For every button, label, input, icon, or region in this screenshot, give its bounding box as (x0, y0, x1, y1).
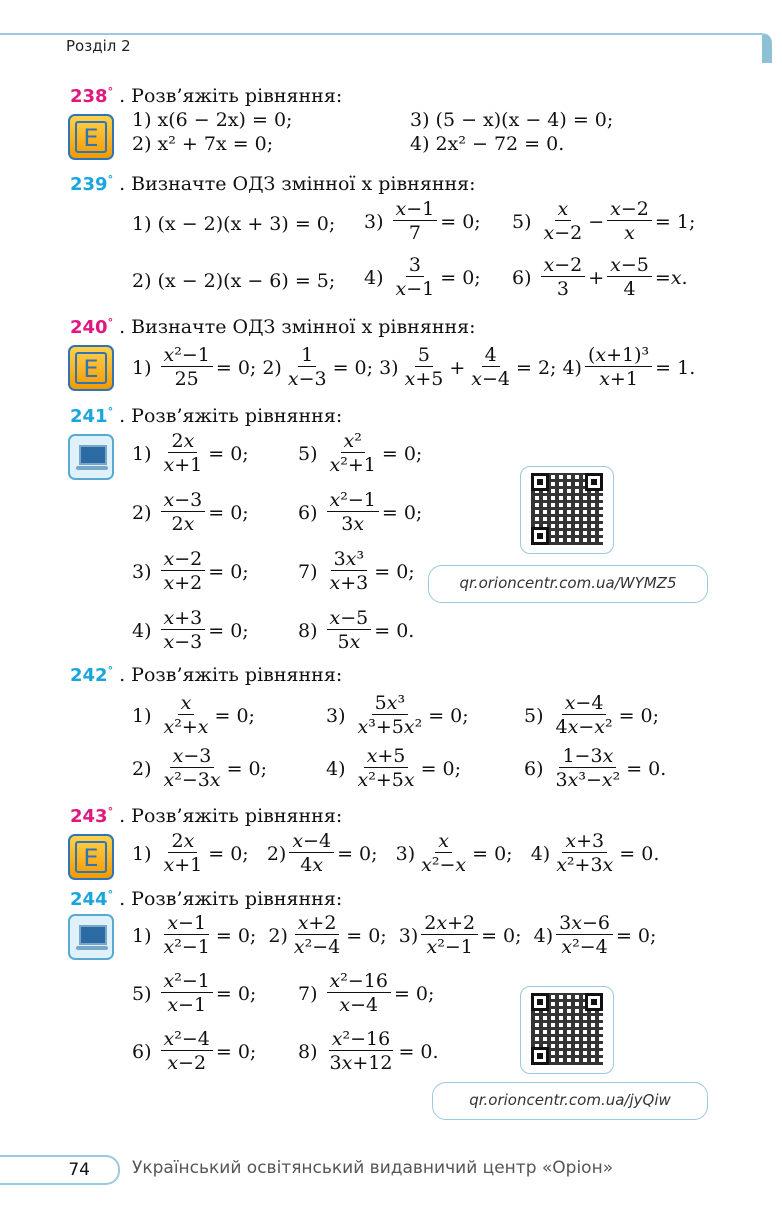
item-239-2: 2) (x − 2)(x − 6) = 5; (132, 270, 336, 292)
item-239-4: 4) $\frac{3}{x-1}$ = 0; (364, 254, 481, 300)
item-241-7: 7) $\frac{\text{3x³}}{x+3}$ = 0; (298, 548, 415, 594)
problem-239 (70, 173, 476, 195)
problem-number: 243° (70, 805, 114, 827)
item-242-3: 3) $\frac{\text{5x³}}{\text{x³+5x²}}$ = 0; (326, 692, 469, 738)
problem-number: 240° (70, 316, 114, 338)
item-239-6: 6) $\frac{x-2}{3}$ + $\frac{x-5}{4}$ = x . (512, 254, 688, 300)
item-238-1: 1) x(6 − 2x) = 0; (132, 109, 293, 131)
problem-238 (70, 85, 342, 107)
qr-code[interactable] (520, 986, 614, 1074)
problem-text: . Визначте ОДЗ змінної x рівняння: (119, 316, 476, 338)
problem-number: 241° (70, 405, 114, 427)
item-244-8: 8) $\frac{\text{x²−16}}{3x+12}$ = 0. (298, 1028, 439, 1074)
item-241-6: 6) $\frac{\text{x²−1}}{3x}$ = 0; (298, 489, 423, 535)
item-244-7: 7) $\frac{\text{x²−16}}{x-4}$ = 0; (298, 970, 435, 1016)
item-239-3: 3) $\frac{x-1}{7}$ = 0; (364, 198, 481, 244)
problem-text: . Розв’яжіть рівняння: (119, 664, 343, 686)
computer-task-icon[interactable] (68, 434, 114, 480)
problem-242 (70, 664, 342, 686)
item-241-1: 1) $\frac{2x}{x+1}$ = 0; (132, 430, 249, 476)
problem-text: . Визначте ОДЗ змінної x рівняння: (119, 173, 476, 195)
items-243: 1) $\frac{2x}{x+1}$ = 0; 2) $\frac{x-4}{4x}$ = 0; 3) $\frac{x}{\text{x²−x}}$ = 0; 4) $\frac{x+3}{\text{x²+3x}}$ = 0. (132, 830, 660, 876)
problem-241 (70, 405, 342, 427)
items-244-row1: 1) $\frac{x-1}{\text{x²−1}}$ = 0; 2) $\frac{x+2}{\text{x²−4}}$ = 0; 3) $\frac{2x+2}{\text{x²−1}}$ = 0; 4) $\frac{3x-6}{\text{x²−4}}$ = 0; (132, 912, 657, 958)
item-244-5: 5) $\frac{\text{x²−1}}{x-1}$ = 0; (132, 970, 257, 1016)
electronic-task-icon[interactable]: E (68, 345, 114, 391)
item-238-4: 4) 2x² − 72 = 0. (410, 133, 565, 155)
problem-number: 242° (70, 664, 114, 686)
items-240: 1) $\frac{\text{x²−1}}{25}$ = 0; 2) $\frac{1}{x-3}$ = 0; 3) $\frac{5}{x+5}$ + $\frac{4}{x-4}$ = 2; 4) $\frac{\text{(x+1)³}}{x+1}$ = 1. (132, 344, 696, 390)
item-242-4: 4) $\frac{x+5}{\text{x²+5x}}$ = 0; (326, 745, 462, 791)
item-241-8: 8) $\frac{x-5}{5x}$ = 0. (298, 607, 415, 653)
problem-243 (70, 805, 342, 827)
item-238-3: 3) (5 − x)(x − 4) = 0; (410, 109, 614, 131)
qr-link[interactable]: qr.orioncentr.com.ua/jyQiw (432, 1082, 708, 1120)
item-241-4: 4) $\frac{x+3}{x-3}$ = 0; (132, 607, 249, 653)
problem-number: 238° (70, 85, 114, 107)
item-241-5: 5) $\frac{\text{x²}}{\text{x²+1}}$ = 0; (298, 430, 423, 476)
problem-text: . Розв’яжіть рівняння: (119, 805, 343, 827)
item-242-6: 6) $\frac{1-3x}{\text{3x³−x²}}$ = 0. (524, 745, 667, 791)
publisher-name: Український освітянський видавничий центр «Оріон» (132, 1158, 614, 1178)
page-number: 74 (0, 1155, 120, 1185)
problem-text: . Розв’яжіть рівняння: (119, 888, 343, 910)
item-244-6: 6) $\frac{\text{x²−4}}{x-2}$ = 0; (132, 1028, 257, 1074)
computer-task-icon[interactable] (68, 914, 114, 960)
item-242-5: 5) $\frac{x-4}{\text{4x−x²}}$ = 0; (524, 692, 660, 738)
problem-number: 244° (70, 888, 114, 910)
electronic-task-icon[interactable]: E (68, 834, 114, 880)
item-239-5: 5) $\frac{x}{x-2}$ − $\frac{x-2}{x}$ = 1; (512, 198, 696, 244)
item-242-1: 1) $\frac{x}{\text{x²+x}}$ = 0; (132, 692, 255, 738)
item-241-2: 2) $\frac{x-3}{2x}$ = 0; (132, 489, 249, 535)
item-239-1: 1) (x − 2)(x + 3) = 0; (132, 213, 336, 235)
electronic-task-icon[interactable]: E (68, 114, 114, 160)
item-238-2: 2) x² + 7x = 0; (132, 133, 274, 155)
problem-number: 239° (70, 173, 114, 195)
qr-link[interactable]: qr.orioncentr.com.ua/WYMZ5 (428, 565, 708, 603)
item-241-3: 3) $\frac{x-2}{x+2}$ = 0; (132, 548, 249, 594)
section-title: Розділ 2 (66, 37, 131, 55)
problem-240 (70, 316, 476, 338)
qr-code[interactable] (520, 466, 614, 554)
item-242-2: 2) $\frac{x-3}{\text{x²−3x}}$ = 0; (132, 745, 268, 791)
problem-244 (70, 888, 342, 910)
problem-text: . Розв’яжіть рівняння: (119, 405, 343, 427)
problem-text: . Розв’яжіть рівняння: (119, 85, 343, 107)
page-header (0, 33, 772, 63)
